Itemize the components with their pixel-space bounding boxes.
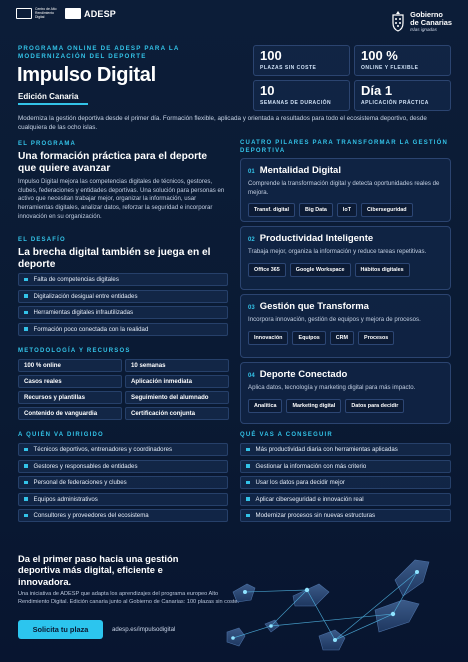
program-title: Una formación práctica para el deporte que quiere avanzar (18, 151, 208, 174)
goals-list (240, 443, 451, 522)
list-item-text: Herramientas digitales infrautilizadas (33, 309, 134, 316)
list-item-text: Consultores y proveedores del ecosistema (33, 512, 149, 519)
stat-value: 10 (260, 83, 275, 98)
tag: Transf. digital (248, 203, 295, 217)
intro-text: Moderniza la gestión deportiva desde el primer día. Formación flexible, aplicada y orientada a resultados para todo el ecosistema deportivo, desde cualquiera de las ocho islas. (18, 115, 427, 131)
list-item (18, 509, 228, 522)
audience-kicker: A QUIÉN VA DIRIGIDO (18, 432, 104, 438)
bullet-square-icon (246, 514, 250, 518)
tag: Hábitos digitales (355, 263, 410, 277)
pillar-description: Comprende la transformación digital y detecta oportunidades reales de mejora. (248, 180, 440, 196)
tag: Google Workspace (290, 263, 351, 277)
cardigital-logo-text: Centro de Alto Rendimiento Digital (35, 7, 57, 19)
pillar-card (240, 294, 451, 358)
audience-list (18, 443, 228, 522)
stat-label: ONLINE Y FLEXIBLE (361, 65, 419, 71)
stat-label: SEMANAS DE DURACIÓN (260, 100, 332, 106)
list-item (18, 323, 228, 336)
method-grid (18, 359, 229, 420)
coat-of-arms-icon (390, 10, 406, 32)
method-cell: 100 % online (18, 359, 122, 372)
adesp-flag-icon (65, 8, 81, 19)
goals-kicker: QUÉ VAS A CONSEGUIR (240, 432, 333, 438)
tag: Office 365 (248, 263, 286, 277)
gov-subtitle: Islas ignadas (410, 26, 437, 32)
list-item (240, 509, 451, 522)
pillar-tags (248, 203, 443, 217)
pillar-card (240, 158, 451, 222)
pillar-description: Incorpora innovación, gestión de equipos y mejora de procesos. (248, 316, 421, 323)
gov-name-line1: Gobierno (410, 9, 443, 19)
cta-note: Una iniciativa de ADESP que adapta los aprendizajes del programa europeo Alto Rendimiento Digital. Edición canaria junto al Gobierno de Canarias: 100 plazas sin coste. (18, 591, 240, 605)
list-item (18, 476, 228, 489)
pillar-head (248, 165, 443, 176)
stat-value: 100 (260, 48, 282, 63)
pillar-number: 04 (248, 373, 255, 379)
pillar-head (248, 301, 443, 312)
apply-button[interactable]: Solicita tu plaza (18, 620, 103, 639)
tag: Innovación (248, 331, 288, 345)
tag: Analítica (248, 399, 282, 413)
method-cell: Aplicación inmediata (125, 375, 229, 388)
gobierno-canarias-logo (390, 10, 452, 32)
bullet-square-icon (24, 448, 28, 452)
list-item (18, 306, 228, 319)
tag: Equipos (292, 331, 325, 345)
cardigital-icon (16, 8, 32, 19)
list-item-text: Falta de competencias digitales (33, 276, 119, 283)
pillar-description: Trabaja mejor, organiza la información y reduce tareas repetitivas. (248, 248, 427, 255)
challenge-list (18, 273, 228, 336)
list-item (18, 273, 228, 286)
partner-logos (16, 8, 116, 19)
list-item (18, 460, 228, 473)
list-item (240, 460, 451, 473)
list-item (18, 443, 228, 456)
gov-name-line2: de Canarias (410, 17, 452, 27)
cardigital-logo (16, 8, 59, 19)
pillar-tags (248, 331, 443, 345)
bullet-square-icon (24, 278, 28, 282)
list-item-text: Digitalización desigual entre entidades (33, 292, 138, 300)
pillar-card (240, 362, 451, 424)
bullet-square-icon (246, 448, 250, 452)
method-cell: Certificación conjunta (125, 407, 229, 420)
pillar-title: Productividad Inteligente (259, 233, 374, 244)
tag: IoT (337, 203, 357, 217)
bullet-square-icon (24, 464, 28, 468)
bullet-square-icon (24, 481, 28, 485)
pillar-tags (248, 263, 443, 277)
stat-card (253, 80, 350, 111)
bullet-square-icon (24, 294, 28, 298)
list-item-text: Aplicar ciberseguridad e innovación real (255, 495, 364, 503)
stat-card (253, 45, 350, 76)
pillar-number: 01 (248, 169, 255, 175)
bullet-square-icon (246, 481, 250, 485)
tag: CRM (330, 331, 354, 345)
subtitle-underline (18, 103, 88, 105)
stats-grid (253, 45, 451, 111)
method-cell: Contenido de vanguardia (18, 407, 122, 420)
method-cell: Seguimiento del alumnado (125, 391, 229, 404)
list-item (240, 443, 451, 456)
list-item-text: Personal de federaciones y clubes (33, 479, 127, 486)
stat-card (354, 80, 451, 111)
program-kicker: EL PROGRAMA (18, 141, 77, 147)
list-item-text: Equipos administrativos (33, 495, 98, 503)
method-kicker: METODOLOGÍA Y RECURSOS (18, 348, 131, 354)
pillar-tags (248, 399, 443, 413)
pillar-number: 02 (248, 237, 255, 243)
website-link[interactable]: adesp.es/impulsodigital (112, 626, 176, 633)
edition-subtitle: Edición Canaria (18, 92, 79, 101)
challenge-title: La brecha digital también se juega en el deporte (18, 247, 211, 270)
page-title: Impulso Digital (17, 64, 156, 86)
header (16, 8, 452, 38)
stat-value: 100 % (361, 48, 398, 63)
bullet-square-icon (24, 327, 28, 331)
pillars-kicker: CUATRO PILARES PARA TRANSFORMAR LA GESTIÓN DEPORTIVA (240, 140, 449, 154)
list-item-text: Gestionar la información con más criterio (255, 462, 367, 470)
pillar-number: 03 (248, 305, 255, 311)
stat-label: PLAZAS SIN COSTE (260, 65, 317, 71)
canary-islands-map-illustration (215, 548, 468, 662)
method-cell: 10 semanas (125, 359, 229, 372)
list-item-text: Modernizar procesos sin nuevas estructuras (255, 512, 376, 519)
list-item-text: Técnicos deportivos, entrenadores y coordinadores (33, 446, 173, 453)
pillar-title: Gestión que Transforma (259, 301, 369, 312)
tag: Marketing digital (286, 399, 341, 413)
challenge-kicker: EL DESAFÍO (18, 237, 66, 243)
program-body: Impulso Digital mejora las competencias digitales de técnicos, gestores, clubes, federaciones y entidades deportivas. Una solución para personas en activo que necesitan trabajar mejor, organizar la información, usar herramientas digitales, analizar datos, reforzar la seguridad e incorporar innovación en su organización. (18, 178, 225, 220)
stat-card (354, 45, 451, 76)
stat-value: Día 1 (361, 83, 393, 98)
adesp-logo (65, 8, 116, 19)
bullet-square-icon (246, 497, 250, 501)
hero-kicker: PROGRAMA ONLINE DE ADESP PARA LA MODERNIZACIÓN DEL DEPORTE (18, 45, 180, 60)
bullet-square-icon (246, 464, 250, 468)
stat-label: APLICACIÓN PRÁCTICA (361, 100, 429, 106)
method-cell: Casos reales (18, 375, 122, 388)
list-item (18, 493, 228, 506)
bullet-square-icon (24, 497, 28, 501)
list-item-text: Usar los datos para decidir mejor (255, 479, 345, 486)
list-item (240, 476, 451, 489)
list-item-text: Más productividad diaria con herramientas aplicadas (255, 446, 398, 453)
list-item (240, 493, 451, 506)
tag: Datos para decidir (345, 399, 404, 413)
tag: Ciberseguridad (361, 203, 413, 217)
method-cell: Recursos y plantillas (18, 391, 122, 404)
pillar-head (248, 233, 443, 244)
cta-title: Da el primer paso hacia una gestión deportiva más digital, eficiente e innovadora. (18, 553, 179, 587)
pillar-description: Aplica datos, tecnología y marketing digital para más impacto. (248, 384, 416, 391)
bullet-square-icon (24, 311, 28, 315)
pillar-head (248, 369, 443, 380)
list-item-text: Formación poco conectada con la realidad (33, 325, 149, 333)
bullet-square-icon (24, 514, 28, 518)
pillar-title: Deporte Conectado (259, 369, 348, 380)
tag: Procesos (358, 331, 394, 345)
list-item (18, 290, 228, 303)
adesp-logo-text: ADESP (84, 8, 117, 19)
pillar-card (240, 226, 451, 290)
list-item-text: Gestores y responsables de entidades (33, 462, 138, 470)
pillar-title: Mentalidad Digital (259, 165, 341, 176)
tag: Big Data (299, 203, 333, 217)
